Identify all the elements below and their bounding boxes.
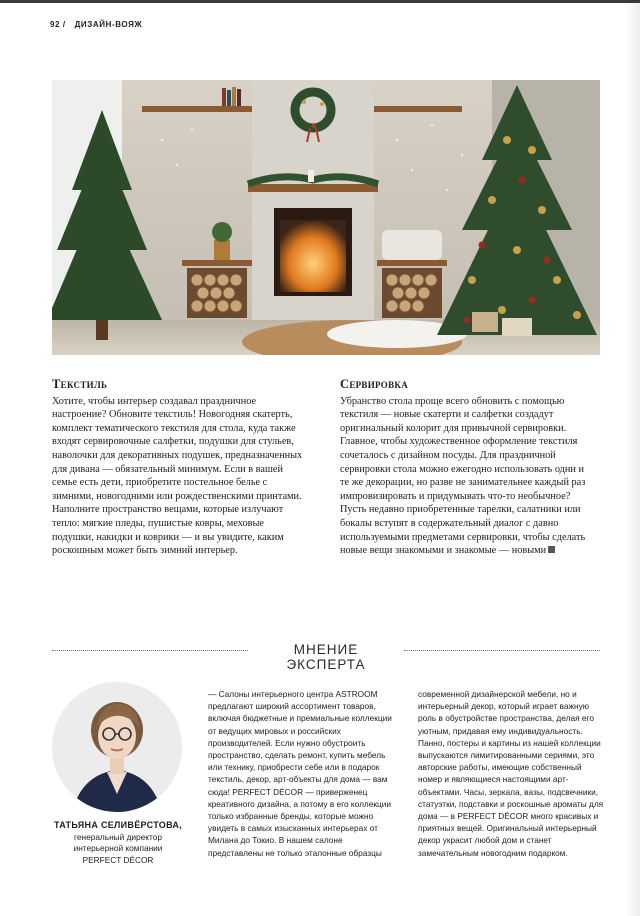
expert-heading: МНЕНИЕ ЭКСПЕРТА — [286, 642, 366, 672]
serving-section — [340, 378, 595, 558]
serving-body-wrapper — [340, 395, 595, 558]
page-header — [50, 20, 142, 29]
serving-body: Убранство стола проще всего обновить с помощью текстиля — новые скатерти и салфетки создадут оригинальный колорит для привычной сервировки. Главное, чтобы художественное оформление текстиля сочеталось с дизайном посуды. Для праздничной сервировки стола можно ежегодно использовать одни и те же декорации, но разве не занимательнее каждый раз импровизировать и придумывать что-то необычное? Пусть недавно приобретенные тарелки, салатники или бокалы вступят в содержательный диалог с давно используемыми предметами сервировки, чтобы сделать новые вещи знакомыми и знакомые — новыми — [340, 395, 586, 557]
expert-role-line3: PERFECT DÉCOR — [82, 854, 154, 865]
end-of-article-mark — [548, 546, 555, 553]
expert-divider — [52, 640, 600, 672]
expert-quote-column-1 — [208, 688, 396, 859]
expert-portrait — [52, 682, 182, 812]
portrait-illustration — [52, 682, 182, 812]
expert-caption — [44, 820, 192, 866]
expert-role-line1: генеральный директор — [74, 831, 162, 842]
page-number: 92 / — [50, 20, 66, 29]
expert-quote-text-2: современной дизайнерской мебели, но и интерьерный декор, который играет важную роль в обустройстве пространства, делая его уютным, придавая ему индивидуальность. Панно, постеры и картины из нашей коллекции выпускаются лимитированными сериями, это авторские работы, имеющие собственный номер и являющиеся настоящими арт-объектами. Часы, зеркала, вазы, подсвечники, статуэтки, подставки и роскошные ароматы для дома — в PERFECT DÉCOR много красивых и приятных вещей. Оригинальный интерьерный декор украсит любой дом и станет замечательным новогодним подарком. — [418, 689, 604, 858]
serving-heading: Сервировка — [340, 377, 409, 391]
textile-body: Хотите, чтобы интерьер создавал праздничное настроение? Обновите текстиль! Новогодняя скатерть, комплект тематического текстиля для стола, куда также входят сервировочные салфетки, подушки для стульев, наволочки для декоративных подушек, предназначенных для дивана — обязательный минимум. Если в вашей семье есть дети, приобретите постельное белье с зимними, новогодними или рождественскими принтами. Наполните пространство вещами, которые излучают тепло: мягкие пледы, пушистые ковры, меховые подушки, накидки и коврики — и вы увидите, каким роскошным может быть зимний интерьер. — [52, 395, 303, 557]
section-name: ДИЗАЙН-ВОЯЖ — [74, 20, 143, 29]
interior-illustration — [52, 80, 600, 355]
expert-name: ТАТЬЯНА СЕЛИВЁРСТОВА, — [53, 820, 183, 830]
expert-quote-column-2 — [418, 688, 606, 859]
divider-line-right — [404, 650, 600, 651]
top-edge-bar — [0, 0, 640, 3]
expert-quote-text-1: — Салоны интерьерного центра ASTROOM предлагают широкий ассортимент товаров, включая бюджетные и премиальные коллекции от ведущих мировых и российских производителей. Если нужно обустроить пространство, сделать ремонт, купить мебель или технику, приобрести себе или в подарок текстиль, декор, арт-объекты для дома — вам сюда! PERFECT DÉCOR — приверженец креативного дизайна, а потому в его коллекции только избранные бренды, которые можно увидеть в самых изысканных интерьерах от Милана до Токио. В нашем салоне представлены не только эталонные образцы — [208, 689, 392, 858]
page-gutter-shadow — [626, 0, 640, 916]
textile-section — [52, 378, 307, 558]
textile-heading: Текстиль — [52, 377, 108, 391]
christmas-interior-photo — [52, 80, 600, 355]
divider-line-left — [52, 650, 248, 651]
expert-role-line2: интерьерной компании — [73, 843, 163, 853]
